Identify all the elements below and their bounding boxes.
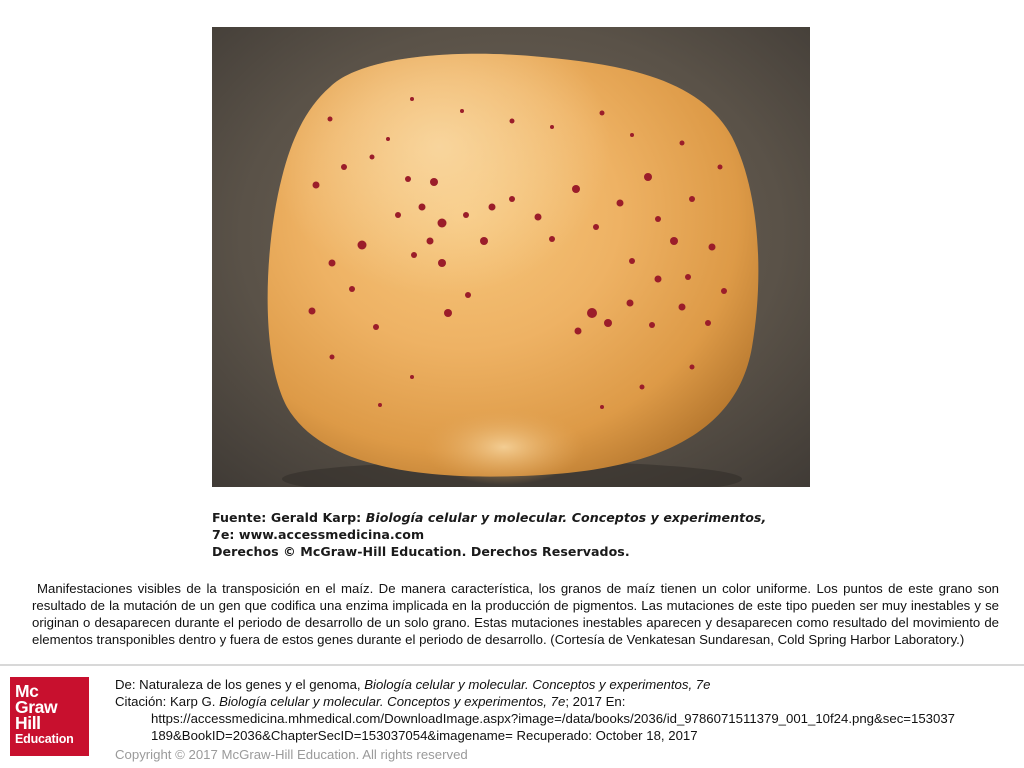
image-source-credit xyxy=(212,509,810,560)
citation-block xyxy=(115,676,1015,744)
citation-from-prefix: De: Naturaleza de los genes y el genoma, xyxy=(115,677,365,692)
logo-hill: Hill xyxy=(15,713,41,733)
credit-book-title: Biología celular y molecular. Conceptos y experimentos, xyxy=(365,510,767,525)
citation-year: ; 2017 En: xyxy=(565,694,626,709)
citation-author: Citación: Karp G xyxy=(115,694,212,709)
credit-source-label: Fuente: Gerald Karp: xyxy=(212,510,366,525)
citation-line xyxy=(115,693,1015,710)
credit-line-3: Derechos © McGraw-Hill Education. Derechos Reservados. xyxy=(212,544,630,559)
caption-text: Manifestaciones visibles de la transposición en el maíz. De manera característica, los granos de maíz tienen un color uniforme. Los puntos de este grano son resultado de la mutación de un gen que codifica una enzima implicada en la producción de pigmentos. Las mutaciones de este tipo pueden ser muy inestables y se originan o desaparecen durante el periodo de desarrollo de un solo grano. Estas mutaciones inestables aparecen y desaparecen como resultado del movimiento de elementos transponibles dentro y fuera de estos genes durante el periodo de desarrollo. (Cortesía de Venkatesan Sundaresan, Cold Spring Harbor Laboratory.) xyxy=(32,581,999,647)
logo-education: Education xyxy=(15,732,74,746)
citation-title: Biología celular y molecular. Conceptos y experimentos, 7e xyxy=(219,694,566,709)
credit-line-2: 7e: www.accessmedicina.com xyxy=(212,527,425,542)
figure-caption xyxy=(32,580,999,648)
divider xyxy=(0,664,1024,666)
logo-graw: Graw xyxy=(15,697,58,717)
logo-mc: Mc xyxy=(15,681,39,701)
citation-from xyxy=(115,676,1015,693)
credit-line-1 xyxy=(212,509,810,526)
corn-kernel-photo xyxy=(212,27,810,487)
citation-url-1[interactable]: https://accessmedicina.mhmedical.com/DownloadImage.aspx?image=/data/books/2036/id_9786071511379_001_10f24.png&sec=153037 xyxy=(151,711,956,726)
mcgraw-hill-logo xyxy=(10,677,89,756)
copyright-notice: Copyright © 2017 McGraw-Hill Education. All rights reserved xyxy=(115,747,468,762)
citation-url-2[interactable]: 189&BookID=2036&ChapterSecID=153037054&imagename= Recuperado: October 18, 2017 xyxy=(151,728,698,743)
citation-separator: . xyxy=(211,694,220,709)
figure xyxy=(212,27,810,563)
citation-from-title: Biología celular y molecular. Conceptos y experimentos, 7e xyxy=(364,677,711,692)
